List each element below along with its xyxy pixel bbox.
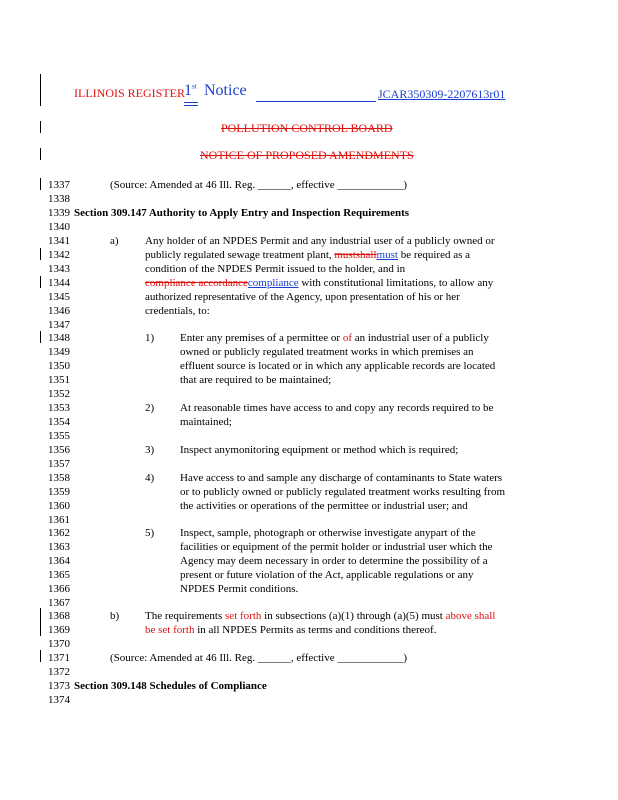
body-text xyxy=(145,623,436,637)
body-text: owned or publicly regulated treatment works in which premises an xyxy=(180,346,474,358)
change-bar xyxy=(40,248,41,260)
source-note: (Source: Amended at 46 Ill. Reg. ______, effective ____________) xyxy=(110,652,408,664)
change-bar xyxy=(40,276,41,288)
text-run: in all NPDES Permits as terms and conditions thereof. xyxy=(194,624,437,636)
line-number: 1357 xyxy=(48,458,70,470)
line-number: 1371 xyxy=(48,652,70,664)
change-bar xyxy=(40,74,41,106)
body-text: Inspect anymonitoring equipment or method which is required; xyxy=(180,444,459,456)
body-text: maintained; xyxy=(180,416,232,428)
notice-underline xyxy=(256,101,376,102)
line-number: 1342 xyxy=(48,249,70,261)
body-text xyxy=(180,331,489,345)
line-number: 1362 xyxy=(48,527,70,539)
line-number: 1364 xyxy=(48,555,70,567)
body-text: Agency may deem necessary in order to determine the possibility of a xyxy=(180,555,488,567)
line-number: 1353 xyxy=(48,402,70,414)
line-number: 1361 xyxy=(48,514,70,526)
line-number: 1339 xyxy=(48,207,70,219)
line-number: 1369 xyxy=(48,624,70,636)
page-number-digit: 1 xyxy=(184,82,192,99)
deleted-text: mustshall xyxy=(334,249,377,261)
line-number: 1372 xyxy=(48,666,70,678)
body-text: that are required to be maintained; xyxy=(180,374,332,386)
body-text: facilities or equipment of the permit holder or industrial user which the xyxy=(180,541,493,553)
change-bar xyxy=(40,121,41,133)
line-number: 1337 xyxy=(48,179,70,191)
line-number: 1345 xyxy=(48,291,70,303)
text-run: with constitutional limitations, to allow any xyxy=(298,277,494,289)
change-bar xyxy=(40,608,41,636)
change-bar xyxy=(40,331,41,343)
body-text: NPDES Permit conditions. xyxy=(180,583,299,595)
page-number-suffix: st xyxy=(192,82,197,91)
change-bar xyxy=(40,650,41,662)
line-number: 1341 xyxy=(48,235,70,247)
inserted-text: must xyxy=(376,249,398,261)
line-number: 1355 xyxy=(48,430,70,442)
line-number: 1340 xyxy=(48,221,70,233)
subsection-label: a) xyxy=(110,235,119,247)
page-number-underline xyxy=(184,102,198,106)
line-number: 1344 xyxy=(48,277,70,289)
line-number: 1343 xyxy=(48,263,70,275)
line-number: 1356 xyxy=(48,444,70,456)
body-text xyxy=(145,609,495,623)
line-number: 1359 xyxy=(48,486,70,498)
line-number: 1370 xyxy=(48,638,70,650)
body-text xyxy=(145,248,470,262)
section-heading: Section 309.147 Authority to Apply Entry and Inspection Requirements xyxy=(74,207,410,219)
notice-type: NOTICE OF PROPOSED AMENDMENTS xyxy=(200,148,414,162)
body-text: At reasonable times have access to and copy any records required to be xyxy=(180,402,494,414)
line-number: 1346 xyxy=(48,305,70,317)
page-number xyxy=(184,82,197,100)
text-run: an industrial user of a publicly xyxy=(351,332,489,344)
body-text: credentials, to: xyxy=(145,305,210,317)
inserted-text: set forth xyxy=(225,610,262,622)
deleted-text: compliance accordance xyxy=(145,277,248,289)
body-text: the activities or operations of the permittee or industrial user; and xyxy=(180,500,468,512)
item-label: 4) xyxy=(145,472,155,484)
change-bar xyxy=(40,148,41,160)
line-number: 1351 xyxy=(48,374,70,386)
section-heading: Section 309.148 Schedules of Compliance xyxy=(74,680,267,692)
text-run: be required as a xyxy=(397,249,471,261)
line-number: 1363 xyxy=(48,541,70,553)
item-label: 3) xyxy=(145,444,155,456)
body-text: Have access to and sample any discharge of contaminants to State waters xyxy=(180,472,503,484)
line-number: 1358 xyxy=(48,472,70,484)
line-number: 1360 xyxy=(48,500,70,512)
line-number: 1367 xyxy=(48,597,70,609)
item-label: 1) xyxy=(145,332,155,344)
body-text: effluent source is located or in which any applicable records are located xyxy=(180,360,496,372)
line-number: 1350 xyxy=(48,360,70,372)
jcar-code: JCAR350309-2207613r01 xyxy=(378,87,506,101)
inserted-text: compliance xyxy=(247,277,299,289)
line-number: 1374 xyxy=(48,694,70,706)
register-title: ILLINOIS REGISTER xyxy=(74,86,185,100)
line-number: 1347 xyxy=(48,319,70,331)
body-text: present or future violation of the Act, applicable regulations or any xyxy=(180,569,474,581)
line-number: 1352 xyxy=(48,388,70,400)
line-number: 1349 xyxy=(48,346,70,358)
source-note: (Source: Amended at 46 Ill. Reg. ______, effective ____________) xyxy=(110,179,408,191)
notice-label: Notice xyxy=(204,82,247,99)
line-number: 1354 xyxy=(48,416,70,428)
body-text: Inspect, sample, photograph or otherwise investigate anypart of the xyxy=(180,527,476,539)
text-run: publicly regulated sewage treatment plant, xyxy=(145,249,335,261)
agency-name: POLLUTION CONTROL BOARD xyxy=(221,121,393,135)
body-text: condition of the NPDES Permit issued to the holder, and in xyxy=(145,263,406,275)
item-label: 2) xyxy=(145,402,155,414)
line-number: 1348 xyxy=(48,332,70,344)
line-number: 1365 xyxy=(48,569,70,581)
body-text: authorized representative of the Agency, upon presentation of his or her xyxy=(145,291,460,303)
text-run: Enter any premises of a permittee or xyxy=(180,332,343,344)
item-label: 5) xyxy=(145,527,155,539)
inserted-text: above shall xyxy=(445,610,496,622)
line-number: 1373 xyxy=(48,680,70,692)
text-run: in subsections (a)(1) through (a)(5) must xyxy=(261,610,446,622)
line-number: 1368 xyxy=(48,610,70,622)
subsection-label: b) xyxy=(110,610,120,622)
body-text xyxy=(145,276,493,290)
inserted-text: be set forth xyxy=(145,624,195,636)
body-text: or to publicly owned or publicly regulated treatment works resulting from xyxy=(180,486,506,498)
inserted-text: of xyxy=(342,332,352,344)
body-text: Any holder of an NPDES Permit and any industrial user of a publicly owned or xyxy=(145,235,495,247)
change-bar xyxy=(40,178,41,190)
line-number: 1366 xyxy=(48,583,70,595)
text-run: The requirements xyxy=(145,610,226,622)
line-number: 1338 xyxy=(48,193,70,205)
